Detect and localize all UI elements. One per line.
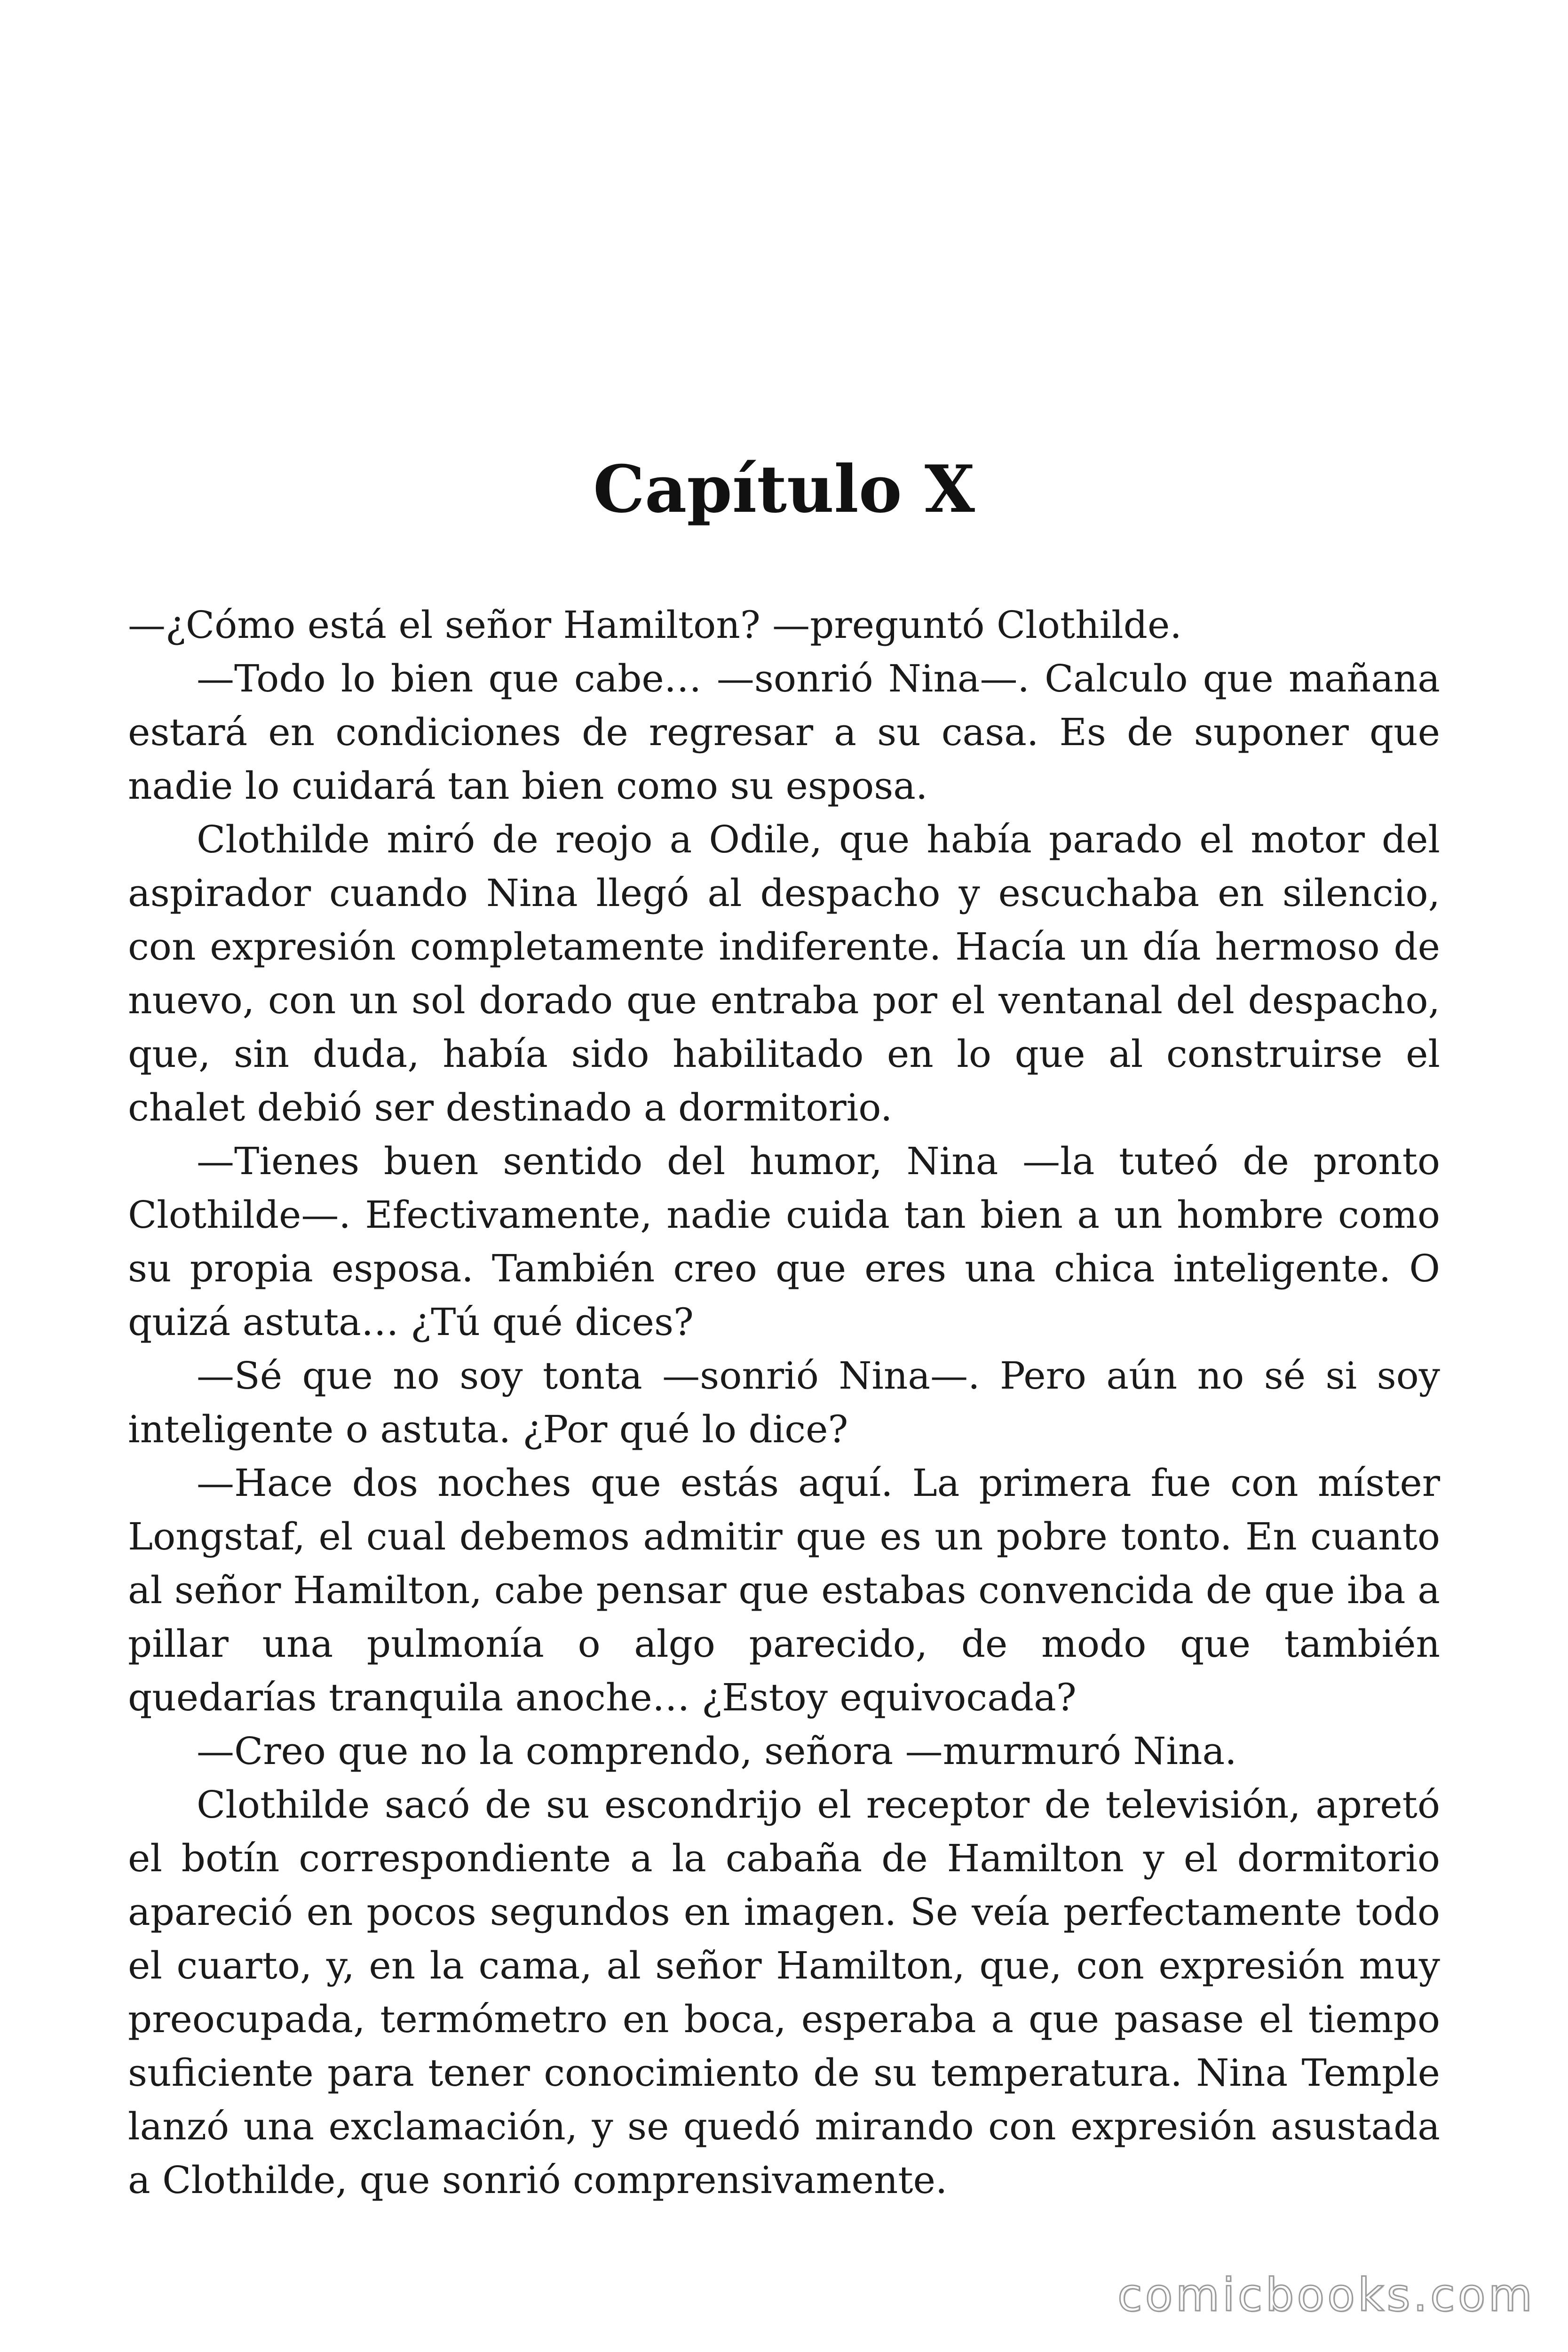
paragraph: —¿Cómo está el señor Hamilton? —preguntó Clothilde. <box>128 603 1182 647</box>
paragraph: —Todo lo bien que cabe… —sonrió Nina—. Calculo que mañana estará en condiciones de regresar a su casa. Es de suponer que nadie lo cuidará tan bien como su esposa. <box>128 657 1440 808</box>
paragraph: —Tienes buen sentido del humor, Nina —la tuteó de pronto Clothilde—. Efectivamente, nadie cuida tan bien a un hombre como su propia esposa. También creo que eres una chica inteligente. O quizá astuta… ¿Tú qué dices? <box>128 1139 1440 1344</box>
paragraph: Clothilde sacó de su escondrijo el receptor de televisión, apretó el botín correspondiente a la cabaña de Hamilton y el dormitorio apareció en pocos segundos en imagen. Se veía perfectamente todo el cuarto, y, en la cama, al señor Hamilton, que, con expresión muy preocupada, termómetro en boca, esperaba a que pasase el tiempo suficiente para tener conocimiento de su temperatura. Nina Temple lanzó una exclamación, y se quedó mirando con expresión asustada a Clothilde, que sonrió comprensivamente. <box>128 1783 1440 2202</box>
chapter-body <box>128 598 1440 2207</box>
chapter-title: Capítulo X <box>593 451 975 527</box>
paragraph: —Creo que no la comprendo, señora —murmuró Nina. <box>197 1729 1237 1773</box>
paragraph: Clothilde miró de reojo a Odile, que había parado el motor del aspirador cuando Nina llegó al despacho y escuchaba en silencio, con expresión completamente indiferente. Hacía un día hermoso de nuevo, con un sol dorado que entraba por el ventanal del despacho, que, sin duda, había sido habilitado en lo que al construirse el chalet debió ser destinado a dormitorio. <box>128 818 1440 1129</box>
paragraph: —Sé que no soy tonta —sonrió Nina—. Pero aún no sé si soy inteligente o astuta. ¿Por qué lo dice? <box>128 1354 1440 1451</box>
paragraph: —Hace dos noches que estás aquí. La primera fue con míster Longstaf, el cual debemos admitir que es un pobre tonto. En cuanto al señor Hamilton, cabe pensar que estabas convencida de que iba a pillar una pulmonía o algo parecido, de modo que también quedarías tranquila anoche… ¿Estoy equivocada? <box>128 1461 1440 1719</box>
watermark-logo: comicbooks.com <box>1117 2269 1535 2321</box>
